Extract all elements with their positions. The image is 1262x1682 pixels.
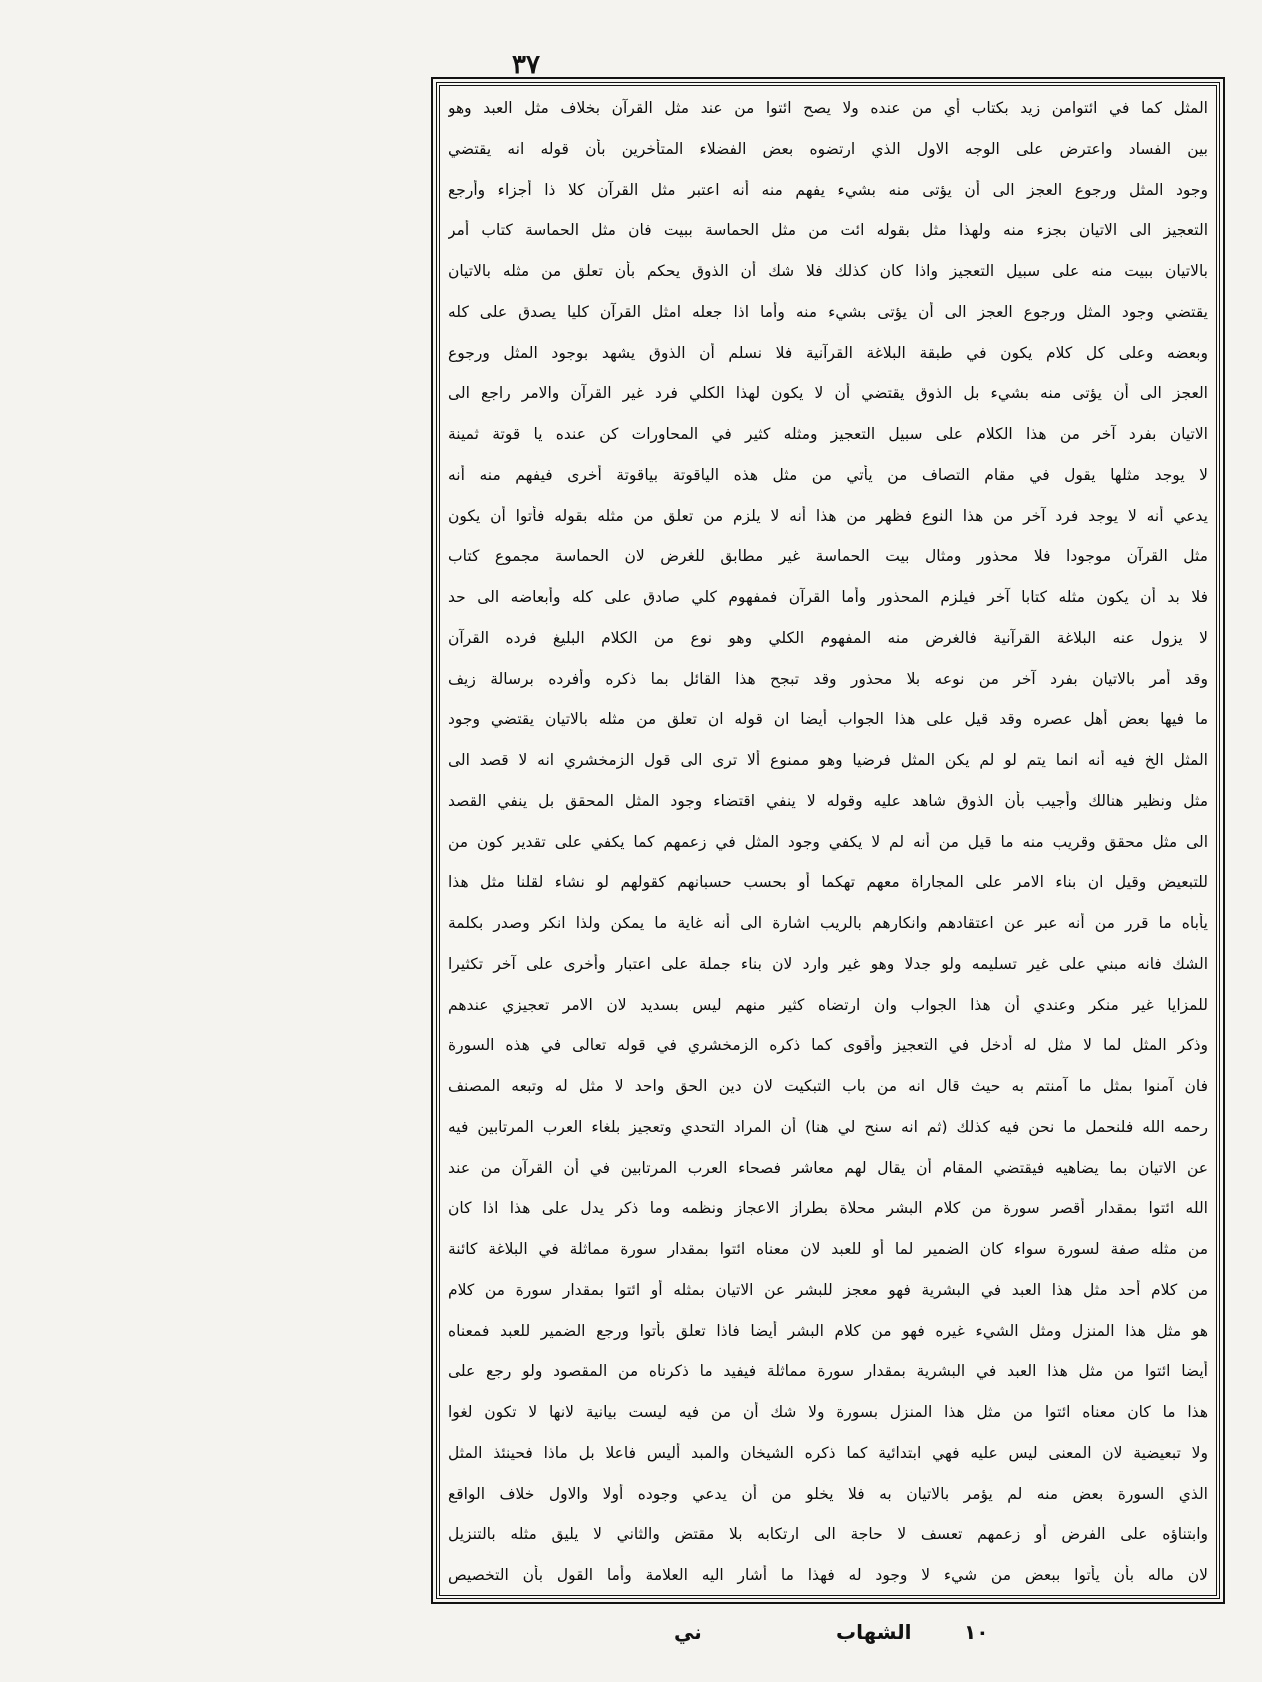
text-line: هو مثل هذا المنزل ومثل الشيء غيره فهو من كلام البشر أيضا فاذا تعلق بأتوا ورجع الضمير للعبد فمعناه [448,1321,1208,1340]
footer-letter: ني [674,1620,702,1644]
text-line: وجود المثل ورجوع العجز الى أن يؤتى منه بشيء يفهم منه أنه اعتبر مثل القرآن كلا ذا أجزاء وأرجع [448,180,1208,199]
footer-title: الشهاب [836,1620,912,1644]
text-line: من مثله صفة لسورة سواء كان الضمير لما أو للعبد لان معناه ائتوا بمقدار سورة مماثلة في البلاغة كائنة [448,1240,1208,1258]
text-line: وقد أمر بالاتيان بفرد آخر من نوعه بلا محذور وقد تبجح هذا القائل بما ذكره وأفرده برسالة زيف [448,669,1208,688]
page-footer [436,1620,1220,1660]
text-line: الاتيان بفرد آخر من هذا الكلام على سبيل التعجيز ومثله كثير في المحاورات كن عنده يا قوتة ثمينة [448,425,1208,443]
text-line: التعجيز الى الاتيان بجزء منه ولهذا مثل بقوله ائت من مثل الحماسة ببيت فان مثل الحماسة كتاب أمر [448,221,1208,240]
footer-signature: ١٠ [964,1620,989,1644]
text-line: هذا ما كان معناه ائتوا من مثل هذا المنزل بسورة ولا شك أن من فيه ليست بيانية لانها لا تكون لغوا [448,1403,1208,1421]
text-line: ولا تبعيضية لان المعنى ليس عليه فهي ابتدائية كما ذكره الشيخان والمبد أليس فاعلا بل ماذا فحينئذ المثل [448,1443,1208,1462]
page-number: ٣٧ [512,50,540,80]
text-line: وبعضه وعلى كل كلام يكون في طبقة البلاغة القرآنية فلا نسلم أن الذوق يشهد بوجود المثل ورجوع [448,343,1208,362]
text-line: الله ائتوا بمقدار أقصر سورة من كلام البشر محلاة بطراز الاعجاز ونظمه وما ذكر يدل على هذا اذا كان [448,1199,1208,1218]
text-line: للمزايا غير منكر وعندي أن هذا الجواب وان ارتضاه كثير منهم ليس بسديد لان الامر تعجيزي عندهم [448,995,1208,1014]
text-line: رحمه الله فلنحمل ما نحن فيه كذلك (ثم انه سنح لي هنا) أن المراد التحدي وتعجيز بلغاء العرب المرتابين فيه [448,1117,1208,1136]
text-line: المثل الخ فيه أنه انما يتم لو لم يكن المثل فرضيا وهو ممنوع ألا ترى الى قول الزمخشري انه لا قصد الى [448,751,1208,769]
text-line: بين الفساد واعترض على الوجه الاول الذي ارتضوه بعض الفضلاء المتأخرين بأن قوله انه يقتضي [448,139,1208,158]
text-line: وابتناؤه على الفرض أو زعمهم تعسف لا حاجة الى ارتكابه بلا مقتض والثاني لا يليق مثله بالتنزيل [448,1525,1208,1544]
text-line: ما فيها بعض أهل عصره وقد قيل على هذا الجواب أيضا ان قوله ان تعلق من مثله بالاتيان يقتضي وجود [448,710,1208,729]
text-line: فان آمنوا بمثل ما آمنتم به حيث قال انه من باب التبكيت لان دين الحق واحد لا مثل له وتبعه المصنف [448,1077,1208,1095]
text-frame [436,82,1220,1599]
text-line: لان ماله بأن يأتوا ببعض من شيء لا وجود له فهذا ما أشار اليه العلامة وأما القول بأن التخصيص [448,1566,1208,1584]
text-line: للتبعيض وقيل ان بناء الامر على المجاراة معهم تهكما أو بحسب حسبانهم كقولهم لو نشاء لقلنا مثل هذا [448,873,1208,892]
text-line: الى مثل محقق وقريب منه ما قيل من أنه لم لا يكفي وجود المثل في زعمهم كما يكفي على تقدير كون من [448,832,1208,851]
text-line: يأباه ما قرر من أنه عبر عن اعتقادهم وانكارهم بالريب اشارة الى أنه غاية ما يمكن ولذا انكر وصدر بكلمة [448,914,1208,932]
text-line: فلا بد أن يكون مثله كتابا آخر فيلزم المحذور وأما القرآن فمفهوم كلي صادق على كله وأبعاضه الى حد [448,588,1208,606]
text-line: من كلام أحد مثل هذا العبد في البشرية فهو معجز للبشر عن الاتيان بمثله أو ائتوا بمقدار سورة من كلام [448,1280,1208,1299]
text-line: لا يزول عنه البلاغة القرآنية فالغرض منه المفهوم الكلي وهو نوع من الكلام البليغ فرده القرآن [448,628,1208,647]
text-line: مثل القرآن موجودا فلا محذور ومثال بيت الحماسة غير مطابق للغرض لان الحماسة مجموع كتاب [448,547,1208,566]
text-line: العجز الى أن يؤتى منه بشيء بل الذوق يقتضي أن لا يكون لهذا الكلي فرد غير القرآن والامر راجع الى [448,384,1208,403]
text-block [448,98,1208,1585]
text-line: مثل ونظير هنالك وأجيب بأن الذوق شاهد عليه وقوله لا ينفي اقتضاء وجود المثل المحقق بل ينفي القصد [448,791,1208,810]
text-line: أيضا ائتوا من مثل هذا العبد في البشرية بمقدار سورة مماثلة فيفيد ما ذكرناه من المقصود ولو رجع على [448,1362,1208,1381]
text-line: يقتضي وجود المثل ورجوع العجز الى أن يؤتى بشيء منه وأما اذا جعله امثل القرآن كليا يصدق على كله [448,302,1208,321]
text-line: يدعي أنه لا يوجد فرد آخر من هذا النوع فظهر من هذا أنه لا يلزم من تعلق من مثله بقوله فأتوا أن يكون [448,506,1208,525]
text-line: بالاتيان ببيت منه على سبيل التعجيز واذا كان كذلك فلا شك أن الذوق يحكم بأن تعلق من مثله بالاتيان [448,262,1208,280]
text-line: وذكر المثل لما لا مثل له أدخل في التعجيز وأقوى كما ذكره الزمخشري في قوله تعالى في هذه السورة [448,1036,1208,1055]
text-line: الشك فانه مبني على غير تسليمه ولو جدلا وهو غير وارد لان بناء جملة على اعتبار وأخرى على آخر تكثيرا [448,954,1208,973]
text-line: عن الاتيان بما يضاهيه فيقتضي المقام أن يقال لهم معاشر فصحاء العرب المرتابين في أن القرآن من عند [448,1158,1208,1177]
text-line: الذي السورة بعض منه لم يؤمر بالاتيان به فلا يخلو من أن يدعي وجوده أولا والاول خلاف الواقع [448,1484,1208,1503]
text-line: المثل كما في ائتوامن زيد بكتاب أي من عنده ولا يصح ائتوا من عند مثل القرآن بخلاف مثل العبد وهو [448,99,1208,117]
text-line: لا يوجد مثلها يقول في مقام التصاف من يأتي من مثل هذه الياقوتة بياقوتة أخرى فيفهم منه أنه [448,465,1208,484]
